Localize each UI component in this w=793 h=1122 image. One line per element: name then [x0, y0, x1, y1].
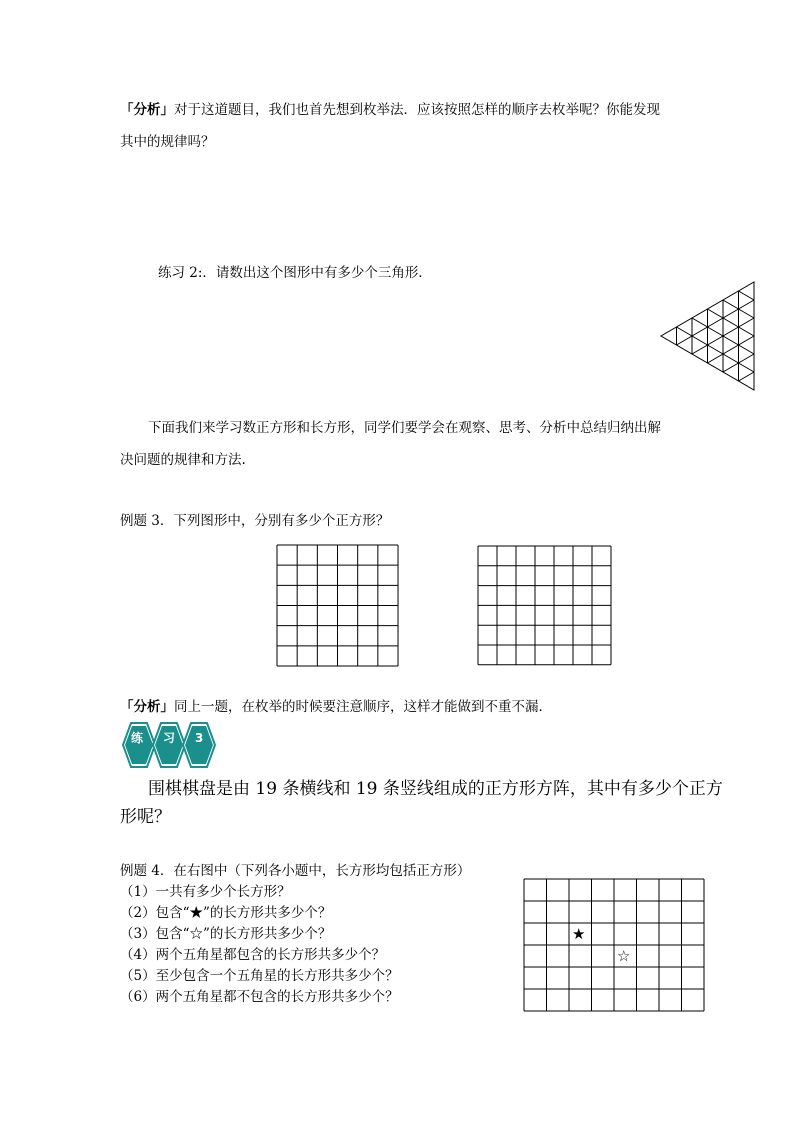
- practice-3-line1: 围棋棋盘是由 19 条横线和 19 条竖线组成的正方形方阵，其中有多少个正方: [148, 779, 723, 799]
- analysis-text-line2: 其中的规律吗？: [120, 134, 215, 150]
- question-item: （2）包含“★”的长方形共多少个？: [120, 905, 332, 921]
- intro-line2: 决问题的规律和方法.: [120, 452, 246, 468]
- practice-3-line2: 形呢？: [120, 807, 171, 827]
- question-item: （3）包含“☆”的长方形共多少个？: [120, 926, 332, 942]
- practice-2-text: 练习 2:．请数出这个图形中有多少个三角形．: [158, 265, 432, 281]
- filled-star: ★: [572, 925, 586, 943]
- badge-label-1: 练: [131, 731, 144, 745]
- question-item: （6）两个五角星都不包含的长方形共多少个？: [120, 989, 399, 1005]
- question-item: （1）一共有多少个长方形？: [120, 884, 291, 900]
- analysis-tag: 「分析」: [120, 699, 174, 715]
- intro-line1: 下面我们来学习数正方形和长方形，同学们要学会在观察、思考、分析中总结归纳出解: [148, 420, 661, 436]
- analysis-2-text: 同上一题，在枚举的时候要注意顺序，这样才能做到不重不漏．: [174, 699, 552, 715]
- hollow-star: ☆: [617, 947, 631, 965]
- question-item: （5）至少包含一个五角星的长方形共多少个？: [120, 968, 399, 984]
- example-3-text: 例题 3．下列图形中，分别有多少个正方形？: [120, 513, 390, 529]
- badge-label-2: 习: [163, 731, 176, 745]
- question-item: （4）两个五角星都包含的长方形共多少个？: [120, 947, 386, 963]
- example-4-title: 例题 4．在右图中（下列各小题中，长方形均包括正方形）: [120, 863, 471, 879]
- badge-label-3: 3: [195, 731, 204, 745]
- analysis-text-line1: 对于这道题目，我们也首先想到枚举法．应该按照怎样的顺序去枚举呢？你能发现: [174, 102, 660, 118]
- analysis-tag: 「分析」: [120, 102, 174, 118]
